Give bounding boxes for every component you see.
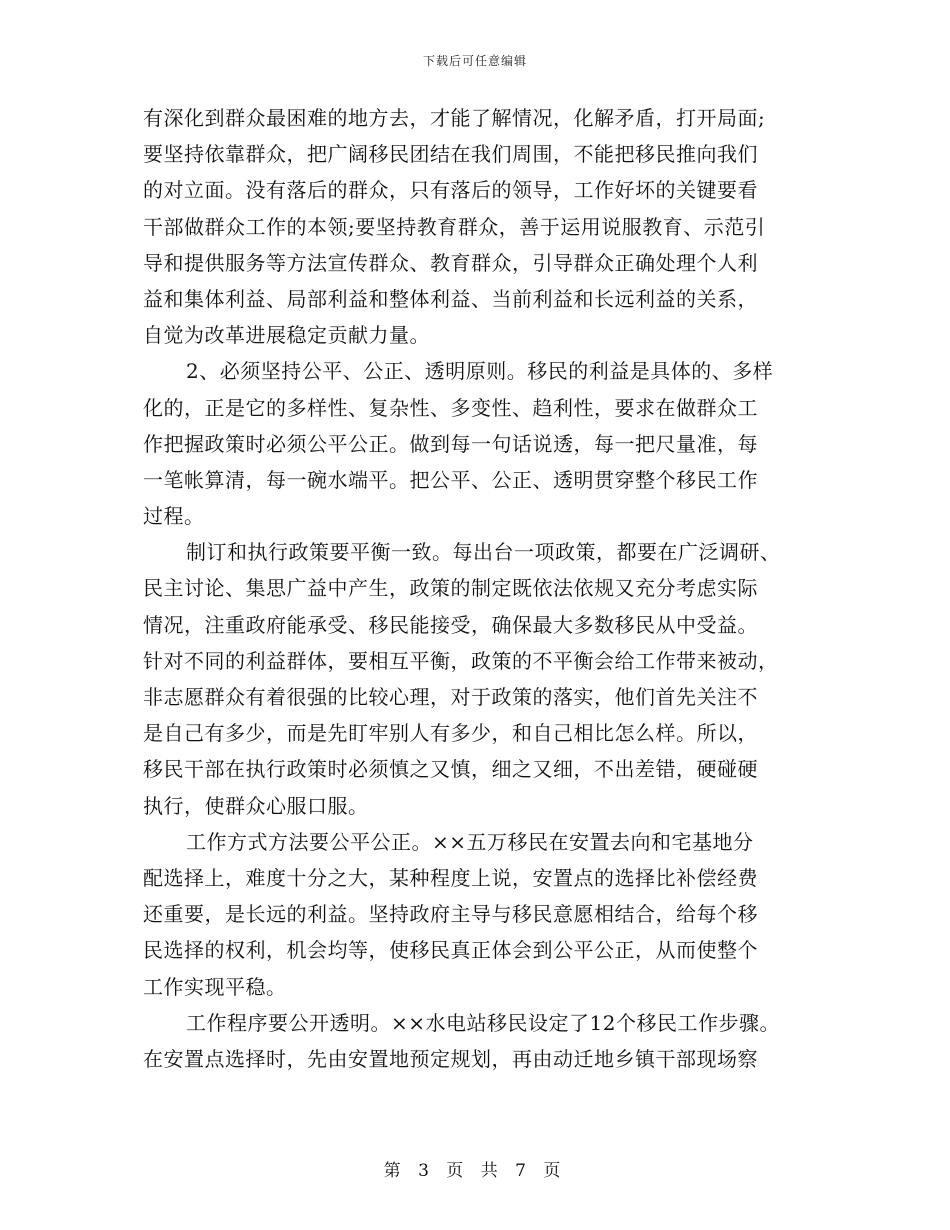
page-footer: 第 3 页 共 7 页 <box>383 1161 567 1181</box>
text-line: 2、必须坚持公平、公正、透明原则。移民的利益是具体的、多样 <box>186 359 774 384</box>
text-line: 一笔帐算清，每一碗水端平。把公平、公正、透明贯穿整个移民工作 <box>143 467 758 492</box>
text-line: 配选择上，难度十分之大，某种程度上说，安置点的选择比补偿经费 <box>143 865 758 890</box>
text-line: 有深化到群众最困难的地方去，才能了解情况，化解矛盾，打开局面; <box>143 106 766 130</box>
text-line: 移民干部在执行政策时必须慎之又慎，细之又细，不出差错，硬碰硬 <box>143 757 758 782</box>
text-line: 制订和执行政策要平衡一致。每出台一项政策，都要在广泛调研、 <box>186 540 781 565</box>
text-line: 导和提供服务等方法宣传群众、教育群众，引导群众正确处理个人利 <box>143 250 758 275</box>
text-line: 还重要，是长远的利益。坚持政府主导与移民意愿相结合，给每个移 <box>143 902 758 927</box>
text-line: 在安置点选择时，先由安置地预定规划，再由动迁地乡镇干部现场察 <box>143 1046 758 1071</box>
page-header: 下载后可任意编辑 <box>422 54 527 68</box>
text-line: 自觉为改革进展稳定贡献力量。 <box>143 323 430 348</box>
text-line: 作把握政策时必须公平公正。做到每一句话说透，每一把尺量准，每 <box>143 431 758 456</box>
text-line: 工作实现平稳。 <box>143 974 287 999</box>
text-line: 民选择的权利，机会均等，使移民真正体会到公平公正，从而使整个 <box>143 938 758 963</box>
text-line: 非志愿群众有着很强的比较心理，对于政策的落实，他们首先关注不 <box>143 685 758 709</box>
text-line: 是自己有多少，而是先盯牢别人有多少，和自己相比怎么样。所以， <box>143 721 758 746</box>
text-line: 过程。 <box>143 504 205 529</box>
body-text <box>143 100 803 1077</box>
text-line: 工作程序要公开透明。××水电站移民设定了12个移民工作步骤。 <box>186 1010 780 1035</box>
text-line: 化的，正是它的多样性、复杂性、多变性、趋利性，要求在做群众工 <box>143 395 758 420</box>
text-line: 干部做群众工作的本领;要坚持教育群众，善于运用说服教育、示范引 <box>143 214 766 239</box>
text-line: 执行，使群众心服口服。 <box>143 793 369 818</box>
text-line: 针对不同的利益群体，要相互平衡，政策的不平衡会给工作带来被动， <box>143 648 779 673</box>
text-line: 民主讨论、集思广益中产生，政策的制定既依法依规又充分考虑实际 <box>143 576 758 601</box>
text-line: 工作方式方法要公平公正。××五万移民在安置去向和宅基地分 <box>186 829 754 854</box>
text-line: 的对立面。没有落后的群众，只有落后的领导，工作好坏的关键要看 <box>143 178 758 203</box>
text-line: 要坚持依靠群众，把广阔移民团结在我们周围，不能把移民推向我们 <box>143 142 758 167</box>
text-line: 情况，注重政府能承受、移民能接受，确保最大多数移民从中受益。 <box>143 612 758 637</box>
text-line: 益和集体利益、局部利益和整体利益、当前利益和长远利益的关系， <box>143 286 758 311</box>
